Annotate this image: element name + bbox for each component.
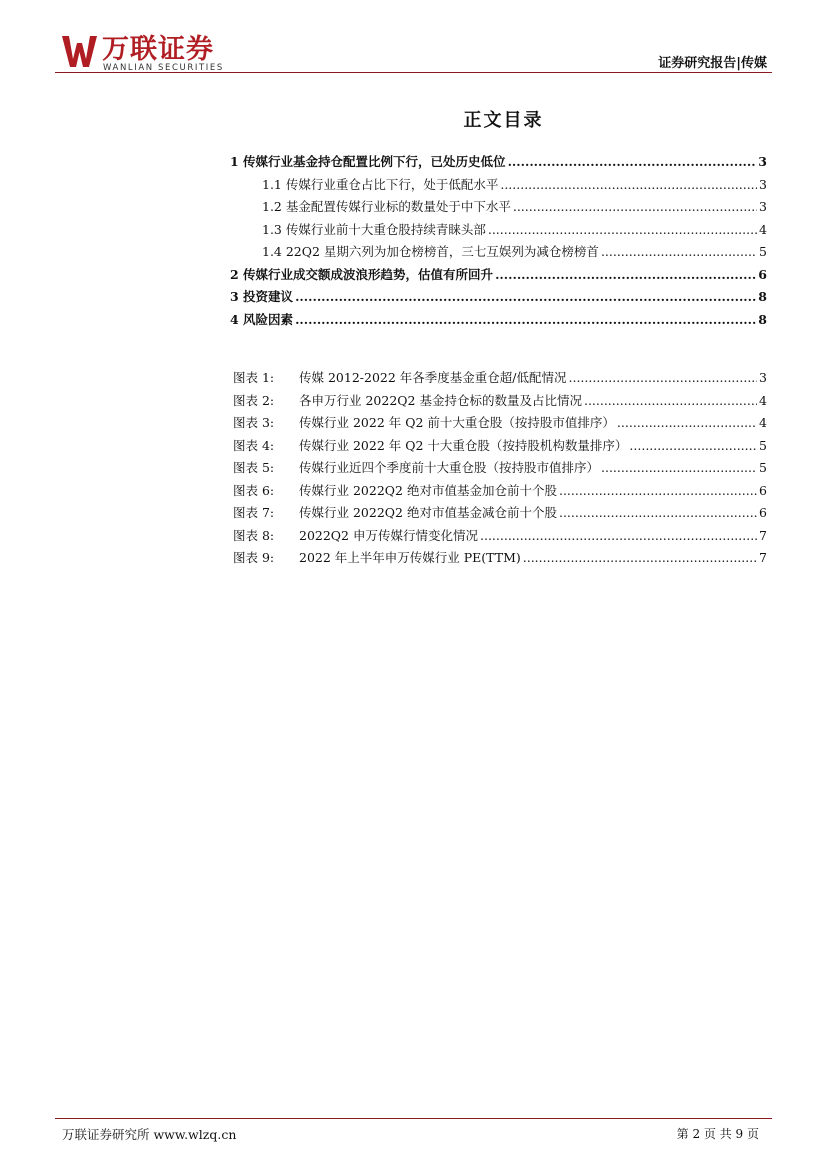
toc-leader bbox=[523, 550, 757, 565]
figure-page: 6 bbox=[759, 505, 767, 520]
figure-page: 4 bbox=[759, 392, 767, 408]
figure-entry[interactable] bbox=[233, 368, 767, 391]
toc-leader bbox=[488, 222, 757, 237]
toc-leader bbox=[495, 267, 756, 282]
figure-label: 图表 1: bbox=[233, 370, 275, 385]
figure-entry[interactable] bbox=[233, 481, 767, 504]
figure-entry[interactable] bbox=[233, 436, 767, 459]
toc-entry[interactable] bbox=[230, 152, 767, 175]
toc-leader bbox=[500, 177, 757, 192]
figure-page: 5 bbox=[759, 460, 767, 475]
figure-entry[interactable] bbox=[233, 391, 767, 414]
figure-title: 各申万行业 2022Q2 基金持仓标的数量及占比情况 bbox=[299, 392, 582, 408]
toc-leader bbox=[584, 393, 757, 408]
toc-entry[interactable] bbox=[230, 197, 767, 220]
figure-entry[interactable] bbox=[233, 548, 767, 571]
toc-entry-title: 3 投资建议 bbox=[230, 289, 294, 304]
page-number: 第 2 页 共 9 页 bbox=[676, 1127, 759, 1141]
toc-entry-page: 3 bbox=[758, 154, 767, 169]
figure-title: 传媒 2012-2022 年各季度基金重仓超/低配情况 bbox=[299, 370, 567, 385]
figure-page: 7 bbox=[759, 550, 767, 565]
toc-leader bbox=[295, 289, 756, 304]
toc-entry-title: 1.4 22Q2 星期六列为加仓榜榜首，三七互娱列为减仓榜榜首 bbox=[262, 244, 599, 259]
toc-leader bbox=[629, 438, 757, 453]
toc-leader bbox=[295, 312, 756, 327]
toc-entry-page: 8 bbox=[758, 289, 767, 304]
figure-entry[interactable] bbox=[233, 526, 767, 549]
figure-title: 传媒行业 2022 年 Q2 十大重仓股（按持股机构数量排序） bbox=[299, 437, 628, 453]
toc-entry-title: 1.1 传媒行业重仓占比下行，处于低配水平 bbox=[262, 176, 499, 192]
figure-label: 图表 8: bbox=[233, 527, 275, 543]
figure-label: 图表 2: bbox=[233, 392, 275, 408]
toc-leader bbox=[601, 244, 757, 259]
figure-label: 图表 7: bbox=[233, 505, 275, 520]
toc-entry[interactable] bbox=[230, 220, 767, 243]
figure-label: 图表 9: bbox=[233, 550, 275, 565]
toc-entry-page: 4 bbox=[759, 221, 767, 237]
figure-title: 2022Q2 申万传媒行情变化情况 bbox=[299, 527, 478, 543]
toc-leader bbox=[559, 483, 757, 498]
figure-label: 图表 3: bbox=[233, 415, 275, 430]
figure-page: 6 bbox=[759, 482, 767, 498]
footer-source: 万联证券研究所 www.wlzq.cn bbox=[62, 1127, 237, 1142]
report-category: 证券研究报告|传媒 bbox=[658, 56, 767, 71]
toc-leader bbox=[559, 505, 757, 520]
figure-page: 5 bbox=[759, 437, 767, 453]
figure-title: 传媒行业近四个季度前十大重仓股（按持股市值排序） bbox=[299, 460, 600, 475]
figure-title: 传媒行业 2022Q2 绝对市值基金减仓前十个股 bbox=[299, 505, 557, 520]
footer-divider bbox=[55, 1118, 772, 1119]
figure-label: 图表 5: bbox=[233, 460, 275, 475]
logo-company-name-en: WANLIAN SECURITIES bbox=[103, 63, 224, 73]
toc-entry-page: 8 bbox=[758, 311, 767, 327]
figure-page: 4 bbox=[759, 415, 767, 430]
figure-entry[interactable] bbox=[233, 458, 767, 481]
toc-entry[interactable] bbox=[230, 310, 767, 333]
wanlian-logo-icon bbox=[62, 33, 98, 69]
figure-entry[interactable] bbox=[233, 413, 767, 436]
toc-entry-title: 1 传媒行业基金持仓配置比例下行，已处历史低位 bbox=[230, 154, 506, 169]
toc-entry-title: 1.2 基金配置传媒行业标的数量处于中下水平 bbox=[262, 199, 511, 214]
figure-title: 传媒行业 2022Q2 绝对市值基金加仓前十个股 bbox=[299, 482, 557, 498]
header-divider bbox=[55, 72, 772, 73]
toc-leader bbox=[480, 528, 757, 543]
logo-company-name: 万联证券 bbox=[102, 34, 214, 65]
figure-title: 2022 年上半年申万传媒行业 PE(TTM) bbox=[299, 550, 521, 565]
figure-page: 3 bbox=[759, 370, 767, 385]
toc-entry[interactable] bbox=[230, 265, 767, 288]
toc-entry-page: 3 bbox=[759, 199, 767, 214]
toc-entry[interactable] bbox=[230, 175, 767, 198]
toc-leader bbox=[513, 199, 757, 214]
figure-page: 7 bbox=[759, 527, 767, 543]
list-of-figures bbox=[233, 368, 767, 571]
toc-leader bbox=[569, 370, 758, 385]
figure-title: 传媒行业 2022 年 Q2 前十大重仓股（按持股市值排序） bbox=[299, 415, 615, 430]
table-of-contents bbox=[230, 152, 767, 332]
toc-entry-title: 4 风险因素 bbox=[230, 311, 294, 327]
toc-entry-title: 1.3 传媒行业前十大重仓股持续青睐头部 bbox=[262, 221, 486, 237]
toc-leader bbox=[508, 154, 757, 169]
toc-entry-title: 2 传媒行业成交额成波浪形趋势，估值有所回升 bbox=[230, 266, 494, 282]
toc-leader bbox=[617, 415, 757, 430]
toc-entry[interactable] bbox=[230, 242, 767, 265]
figure-label: 图表 4: bbox=[233, 437, 275, 453]
page-title: 正文目录 bbox=[463, 110, 544, 131]
toc-entry-page: 6 bbox=[758, 266, 767, 282]
toc-leader bbox=[601, 460, 757, 475]
toc-entry-page: 3 bbox=[759, 176, 767, 192]
figure-label: 图表 6: bbox=[233, 482, 275, 498]
figure-entry[interactable] bbox=[233, 503, 767, 526]
toc-entry[interactable] bbox=[230, 287, 767, 310]
toc-entry-page: 5 bbox=[759, 244, 767, 259]
